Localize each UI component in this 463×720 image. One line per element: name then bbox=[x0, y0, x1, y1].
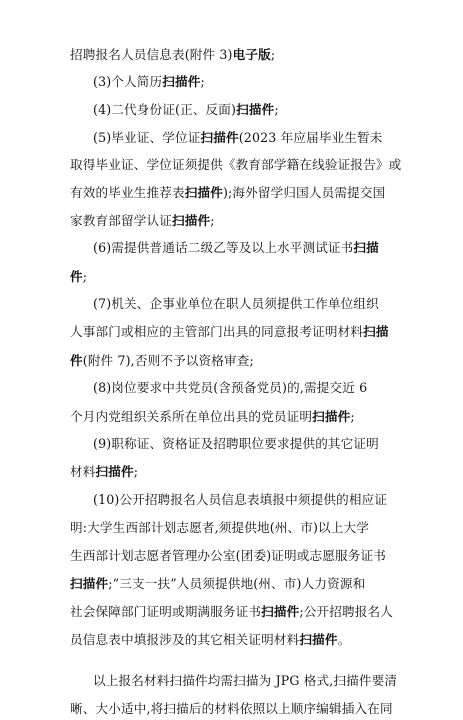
text-line bbox=[70, 210, 215, 232]
bold-text-segment: 电子版 bbox=[232, 47, 271, 62]
text-line bbox=[70, 517, 369, 539]
text-segment: 有效的毕业生推荐表 bbox=[70, 185, 185, 200]
text-segment: 家教育部留学认证 bbox=[70, 213, 172, 228]
bold-text-segment: 扫描件 bbox=[70, 576, 109, 591]
text-line bbox=[70, 321, 389, 343]
bold-text-segment: 扫描件 bbox=[236, 102, 275, 117]
text-segment: (3)个人简历 bbox=[93, 74, 163, 89]
text-segment: (4)二代身份证(正、反面) bbox=[93, 102, 237, 117]
text-line bbox=[70, 461, 138, 483]
bold-text-segment: 扫描 bbox=[363, 324, 389, 339]
text-segment: 材料 bbox=[70, 464, 96, 479]
text-segment: 员信息表中填报涉及的其它相关证明材料 bbox=[70, 632, 300, 647]
text-segment: (5)毕业证、学位证 bbox=[93, 130, 201, 145]
text-segment: (7)机关、企事业单位在职人员须提供工作单位组织 bbox=[93, 296, 379, 311]
text-segment: 晰、大小适中,将扫描后的材料依照以上顺序编辑插入在同 bbox=[70, 701, 393, 716]
bold-text-segment: 件 bbox=[70, 353, 83, 368]
text-line bbox=[70, 573, 365, 595]
text-segment: 社会保障部门证明或期满服务证书 bbox=[70, 604, 262, 619]
text-segment: (附件 7),否则不予以资格审查; bbox=[82, 353, 254, 368]
text-segment: ; bbox=[270, 47, 276, 62]
text-segment: ;“三支一扶”人员须提供地(州、市)人力资源和 bbox=[108, 576, 366, 591]
text-segment: 个月内党组织关系所在单位出具的党员证明 bbox=[70, 409, 313, 424]
bold-text-segment: 扫描件 bbox=[184, 185, 223, 200]
text-line bbox=[93, 433, 379, 455]
bold-text-segment: 扫描件 bbox=[171, 213, 211, 228]
text-segment: 明:大学生西部计划志愿者,须提供地(州、市)以上大学 bbox=[70, 520, 370, 535]
text-line bbox=[93, 99, 279, 121]
bold-text-segment: 扫描件 bbox=[162, 74, 201, 89]
text-segment: (8)岗位要求中共党员(含预备党员)的,需提交近 6 bbox=[93, 380, 368, 395]
text-line bbox=[70, 601, 393, 623]
text-line bbox=[93, 71, 205, 93]
text-segment: (2023 年应届毕业生暂未 bbox=[238, 130, 383, 145]
bold-text-segment: 扫描件 bbox=[261, 604, 300, 619]
text-segment: 生西部计划志愿者管理办公室(团委)证明或志愿服务证书 bbox=[70, 548, 386, 563]
text-segment: (9)职称证、资格证及招聘职位要求提供的其它证明 bbox=[93, 436, 379, 451]
text-segment: 招聘报名人员信息表(附件 3) bbox=[70, 47, 233, 62]
text-line bbox=[70, 182, 385, 204]
text-segment: 。 bbox=[337, 632, 351, 647]
text-line bbox=[70, 154, 401, 176]
text-line bbox=[70, 350, 254, 372]
text-segment: );海外留学归国人员需提交国 bbox=[222, 185, 386, 200]
bold-text-segment: 扫描件 bbox=[299, 632, 338, 647]
text-segment: 取得毕业证、学位证须提供《教育部学籍在线验证报告》或 bbox=[70, 157, 402, 172]
text-segment: ; bbox=[350, 409, 355, 424]
bold-text-segment: 扫描件 bbox=[200, 130, 239, 145]
bold-text-segment: 件 bbox=[70, 269, 83, 284]
text-segment: 以上报名材料扫描件均需扫描为 JPG 格式,扫描件要清 bbox=[93, 673, 398, 688]
text-segment: ; bbox=[133, 464, 139, 479]
text-line bbox=[93, 670, 397, 692]
text-line bbox=[93, 377, 367, 399]
text-line bbox=[70, 698, 393, 720]
bold-text-segment: 扫描件 bbox=[312, 409, 351, 424]
text-segment: ; bbox=[274, 102, 279, 117]
text-line bbox=[70, 266, 87, 288]
text-line bbox=[93, 293, 379, 315]
text-segment: (10)公开招聘报名人员信息表填报中须提供的相应证 bbox=[93, 492, 388, 507]
text-segment: (6)需提供普通话二级乙等及以上水平测试证书 bbox=[93, 240, 354, 255]
bold-text-segment: 扫描件 bbox=[95, 464, 134, 479]
text-line bbox=[70, 629, 350, 651]
text-segment: ; bbox=[200, 74, 205, 89]
text-line bbox=[93, 127, 383, 149]
bold-text-segment: 扫描 bbox=[353, 240, 379, 255]
text-line bbox=[70, 406, 355, 428]
text-segment: ; bbox=[82, 269, 88, 284]
text-line bbox=[70, 44, 275, 66]
text-segment: ;公开招聘报名人 bbox=[299, 604, 393, 619]
text-segment: ; bbox=[210, 213, 215, 228]
text-line bbox=[70, 545, 386, 567]
text-line bbox=[93, 237, 379, 259]
text-segment: 人事部门或相应的主管部门出具的同意报考证明材料 bbox=[70, 324, 364, 339]
text-line bbox=[93, 489, 387, 511]
